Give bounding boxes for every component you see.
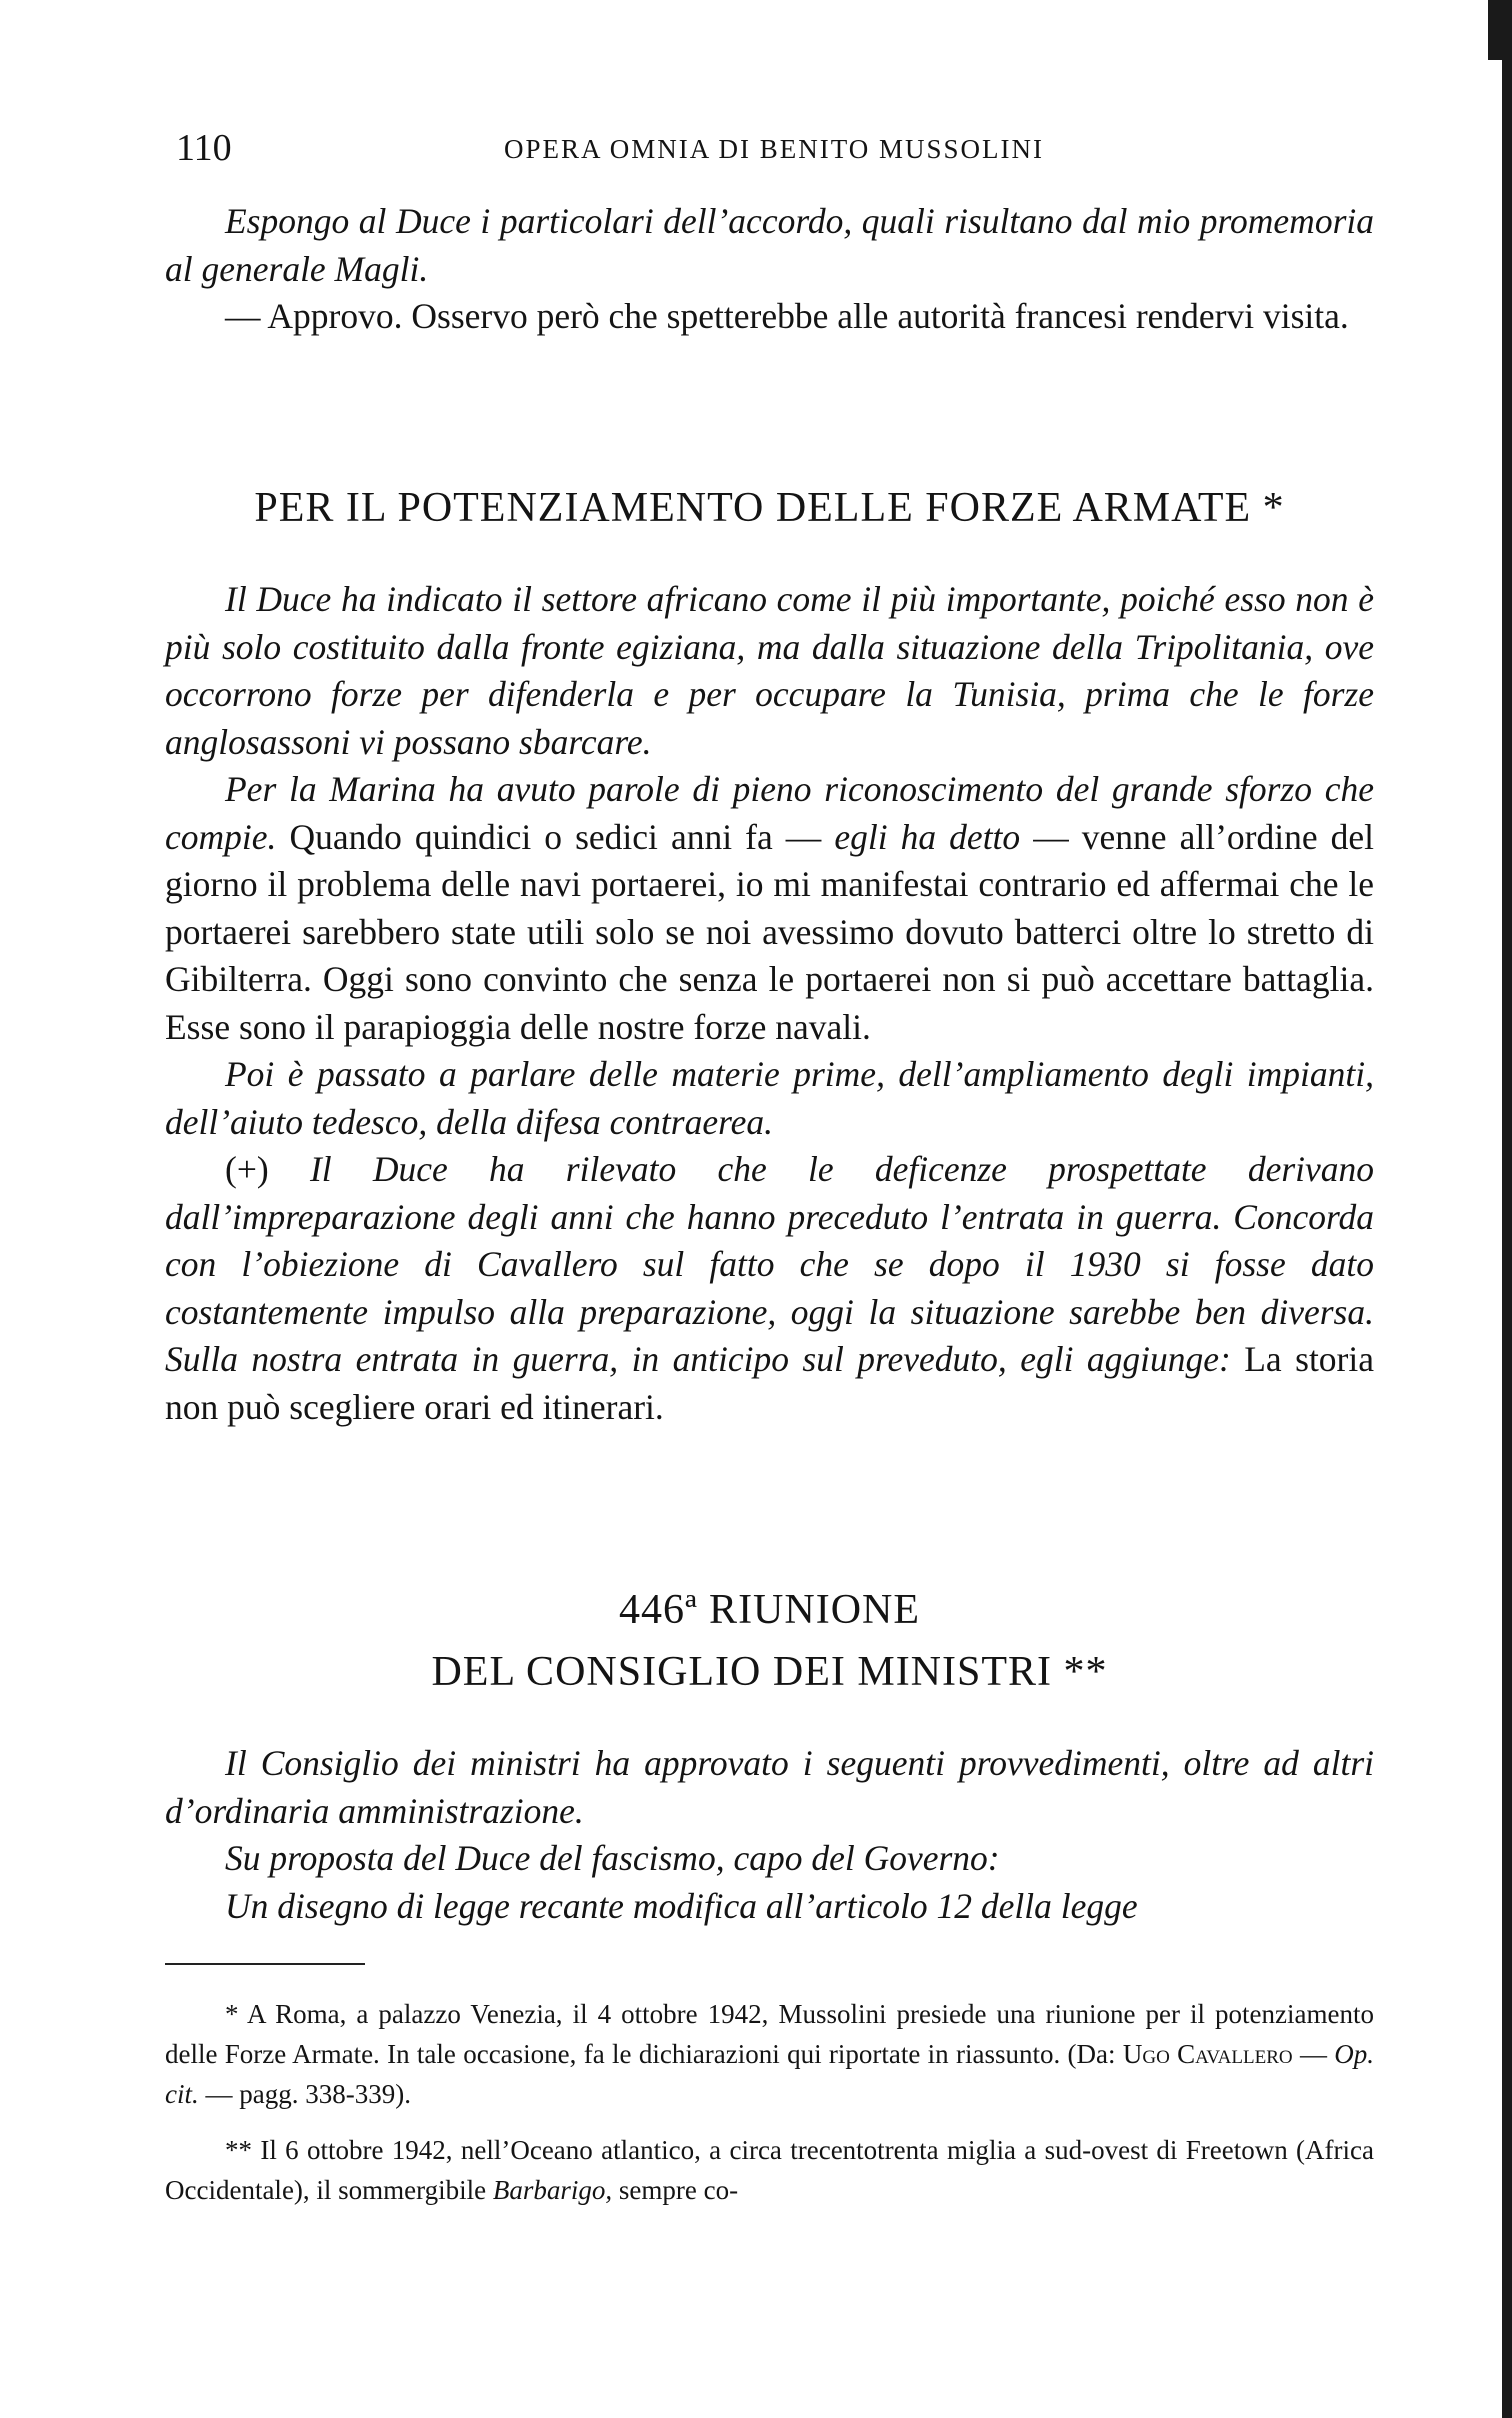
section-title-riunione: 446ª RIUNIONE [618, 1587, 921, 1633]
intro-block [165, 198, 1374, 341]
section1-paragraph-2: Per la Marina ha avuto parole di pieno riconoscimento del grande sforzo che compie. Quando quindici o sedici anni fa — egli ha detto — venne all’ordine del giorno il problema delle navi portaerei, io mi manifestai contrario ed affermai che le portaerei sarebbero state utili solo se noi avessimo dovuto batterci oltre lo stretto di Gibilterra. Oggi sono convinto che senza le portaerei non si può accettare battaglia. Esse sono il parapioggia delle nostre forze navali. [165, 769, 1375, 1047]
section2-body [165, 1740, 1374, 1930]
intro-paragraph: Espongo al Duce i particolari dell’accordo, quali risultano dal mio promemoria al generale Magli. [165, 201, 1374, 289]
section-title-consiglio: DEL CONSIGLIO DEI MINISTRI ** [431, 1649, 1108, 1695]
footnotes [165, 1994, 1374, 2210]
insertion-mark: (+) [225, 1149, 269, 1189]
page-edge-shadow [1502, 0, 1512, 2418]
intro-reply: — Approvo. Osservo però che spetterebbe alle autorità francesi rendervi visita. [225, 296, 1349, 336]
footnote-2: ** Il 6 ottobre 1942, nell’Oceano atlantico, a circa trecentotrenta miglia a sud-ovest di Freetown (Africa Occidentale), il sommergibile Barbarigo, sempre co- [165, 2135, 1374, 2205]
section1-paragraph-1: Il Duce ha indicato il settore africano come il più importante, poiché esso non è più solo costituito dalla fronte egiziana, ma dalla situazione della Tripolitania, ove occorrono forze per difenderla e per occupare la Tunisia, prima che le forze anglosassoni vi possano sbarcare. [165, 579, 1374, 762]
section2-paragraph-1: Il Consiglio dei ministri ha approvato i seguenti provvedimenti, oltre ad altri d’ordinaria amministrazione. [165, 1743, 1374, 1831]
page-number: 110 [176, 127, 232, 169]
section2-paragraph-2: Su proposta del Duce del fascismo, capo del Governo: [225, 1838, 1000, 1878]
section1-paragraph-4: (+) Il Duce ha rilevato che le deficenze prospettate derivano dall’impreparazione degli anni che hanno preceduto l’entrata in guerra. Concorda con l’obiezione di Cavallero sul fatto che se dopo il 1930 si fosse dato costantemente impulso alla preparazione, oggi la situazione sarebbe ben diversa. Sulla nostra entrata in guerra, in anticipo sul preveduto, egli aggiunge: La storia non può scegliere orari ed itinerari. [165, 1149, 1375, 1427]
section1-paragraph-3: Poi è passato a parlare delle materie prime, dell’ampliamento degli impianti, dell’aiuto tedesco, della difesa contraerea. [165, 1054, 1374, 1142]
section2-paragraph-3: Un disegno di legge recante modifica all’articolo 12 della legge [225, 1885, 1138, 1926]
section1-body [165, 576, 1374, 1431]
page-header [176, 126, 1372, 176]
page-edge-mark [1488, 0, 1502, 60]
section-title-potenziamento: PER IL POTENZIAMENTO DELLE FORZE ARMATE * [254, 485, 1285, 531]
running-title: OPERA OMNIA DI BENITO MUSSOLINI [503, 134, 1045, 164]
footnote-rule [165, 1963, 365, 1965]
footnote-1: * A Roma, a palazzo Venezia, il 4 ottobre 1942, Mussolini presiede una riunione per il potenziamento delle Forze Armate. In tale occasione, fa le dichiarazioni qui riportate in riassunto. (Da: Ugo Cavallero — Op. cit. — pagg. 338-339). [165, 1999, 1375, 2109]
